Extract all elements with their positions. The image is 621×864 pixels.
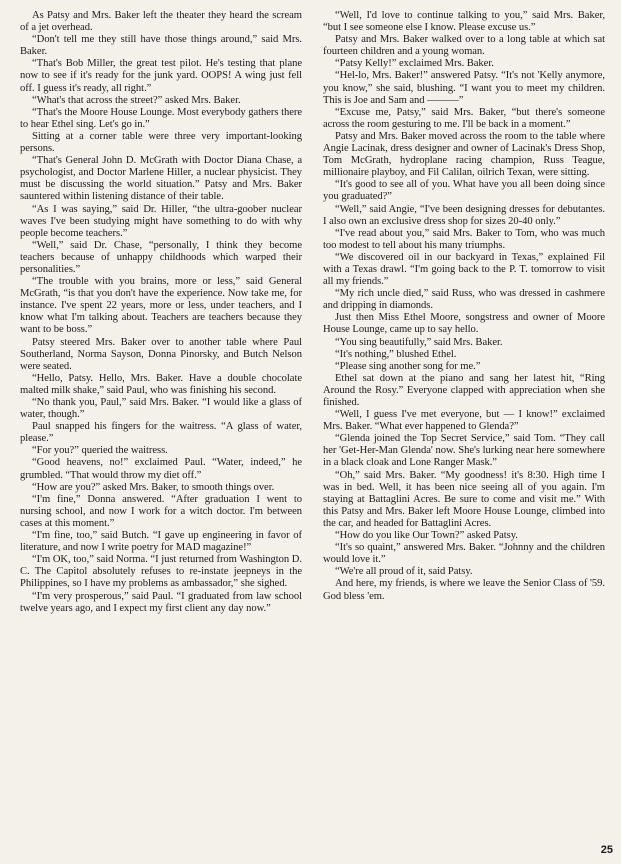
paragraph: Patsy and Mrs. Baker moved across the room to the table where Angie Lacinak, dress designer and owner of Lacinak's Dress Shop, Tom McGrath, hydroplane racing champion, Russ Teague, millionaire playboy, and Fil Calilan, oilrich Texan, were sitting. bbox=[323, 130, 605, 179]
paragraph: “Hel-lo, Mrs. Baker!” answered Patsy. “It's not 'Kelly anymore, you know,” she said, blushing. “I want you to meet my children. This is Joe and Sam and ———” bbox=[323, 70, 605, 106]
paragraph: Paul snapped his fingers for the waitress. “A glass of water, please.” bbox=[20, 421, 302, 445]
paragraph: Ethel sat down at the piano and sang her latest hit, “Ring Around the Rosy.” Everyone clapped with appreciation when she finished. bbox=[323, 372, 605, 408]
paragraph: “Please sing another song for me.” bbox=[335, 360, 481, 372]
paragraph: “That's the Moore House Lounge. Most everybody gathers there to hear Ethel sing. Let's go in.” bbox=[20, 106, 302, 130]
paragraph: “It's good to see all of you. What have you all been doing since you graduated?” bbox=[323, 179, 605, 203]
paragraph: Patsy and Mrs. Baker walked over to a long table at which sat fourteen children and a young woman. bbox=[323, 34, 605, 58]
paragraph: “No thank you, Paul,” said Mrs. Baker. “I would like a glass of water, though.” bbox=[20, 397, 302, 421]
paragraph: “I'm OK, too,” said Norma. “I just returned from Washington D. C. The Capitol absolutely refuses to re-instate jeepneys in the Philippines, so I have my problems as ambassador,” she sighed. bbox=[20, 554, 302, 590]
paragraph: “Well, I'd love to continue talking to you,” said Mrs. Baker, “but I see someone else I know. Please excuse us.” bbox=[323, 10, 605, 34]
paragraph: Patsy steered Mrs. Baker over to another table where Paul Southerland, Norma Sayson, Donna Pinorsky, and Butch Nelson were seated. bbox=[20, 336, 302, 372]
paragraph: “The trouble with you brains, more or less,” said General McGrath, “is that you don't have the experience. Now take me, for instance. I've spent 22 years, more or less, under teachers, and I know what I'm talking about. Teachers are teachers because they want to be boss.” bbox=[20, 276, 302, 336]
paragraph: “How are you?” asked Mrs. Baker, to smooth things over. bbox=[32, 481, 275, 493]
paragraph: “I'm very prosperous,” said Paul. “I graduated from law school twelve years ago, and I expect my first client any day now.” bbox=[20, 590, 302, 614]
paragraph: “That's General John D. McGrath with Doctor Diana Chase, a psychologist, and Doctor Marlene Hiller, a nuclear physicist. They must be discussing the world situation.” Patsy and Mrs. Baker sauntered within listening distance of their table. bbox=[20, 155, 302, 203]
paragraph: “I've read about you,” said Mrs. Baker to Tom, who was much too modest to tell about his many triumphs. bbox=[323, 227, 605, 251]
paragraph: And here, my friends, is where we leave the Senior Class of '59. God bless 'em. bbox=[323, 578, 605, 602]
paragraph: “We're all proud of it, said Patsy. bbox=[335, 566, 473, 578]
paragraph: As Patsy and Mrs. Baker left the theater they heard the scream of a jet overhead. bbox=[20, 10, 302, 34]
page-number: 25 bbox=[600, 844, 613, 856]
paragraph: “Hello, Patsy. Hello, Mrs. Baker. Have a double chocolate malted milk shake,” said Paul, who was finishing his second. bbox=[20, 372, 302, 396]
paragraph: “I'm fine, too,” said Butch. “I gave up engineering in favor of literature, and now I write poetry for MAD magazine!” bbox=[20, 530, 302, 554]
paragraph: “Glenda joined the Top Secret Service,” said Tom. “They call her 'Get-Her-Man Glenda' now. She's lurking near here somewhere in a black cloak and Lone Ranger Mask.” bbox=[323, 433, 605, 469]
paragraph: “Oh,” said Mrs. Baker. “My goodness! it's 8:30. High time I was in bed. Well, it has been nice seeing all of you again. I'm staying at Battaglini Acres. Be sure to come and visit me.” With this Patsy and Mrs. Baker left Moore House Lounge, climbed into the car, and headed for Battaglini Acres. bbox=[323, 469, 605, 529]
paragraph: “That's Bob Miller, the great test pilot. He's testing that plane now to see if it's ready for the junk yard. OOPS! A wing just fell off. I guess it's ready, all right.” bbox=[20, 58, 302, 94]
article-body bbox=[20, 10, 605, 846]
paragraph: “Well, I guess I've met everyone, but — I know!” exclaimed Mrs. Baker. “What ever happened to Glenda?” bbox=[323, 409, 605, 433]
paragraph: “It's so quaint,” answered Mrs. Baker. “Johnny and the children would love it.” bbox=[323, 542, 605, 566]
paragraph: Sitting at a corner table were three very important-looking persons. bbox=[20, 130, 302, 155]
paragraph: “You sing beautifully,” said Mrs. Baker. bbox=[335, 336, 503, 348]
paragraph: “Don't tell me they still have those things around,” said Mrs. Baker. bbox=[20, 34, 302, 58]
paragraph: “I'm fine,” Donna answered. “After graduation I went to nursing school, and now I work for a witch doctor. I'm between cases at this moment.” bbox=[20, 493, 302, 529]
paragraph: Just then Miss Ethel Moore, songstress and owner of Moore House Lounge, came up to say hello. bbox=[323, 312, 605, 336]
paragraph: “As I was saying,” said Dr. Hiller, “the ultra-goober nuclear waves I've been studying might have something to do with why people become teachers.” bbox=[20, 203, 302, 239]
paragraph: “What's that across the street?” asked Mrs. Baker. bbox=[32, 94, 241, 106]
paragraph: “Well,” said Angie, “I've been designing dresses for debutantes. I also own an exclusive dress shop for sizes 20-40 only.” bbox=[323, 203, 605, 227]
left-column bbox=[20, 10, 302, 846]
paragraph: “We discovered oil in our backyard in Texas,” explained Fil with a Texas drawl. “I'm going back to the P. T. tomorrow to visit all my friends.” bbox=[323, 251, 605, 288]
paragraph: “My rich uncle died,” said Russ, who was dressed in cashmere and dripping in diamonds. bbox=[323, 288, 605, 312]
paragraph: “Well,” said Dr. Chase, “personally, I think they become teachers because of unhappy childhoods which warped their personalities.” bbox=[20, 239, 302, 275]
right-column bbox=[323, 10, 605, 846]
paragraph: “Good heavens, no!” exclaimed Paul. “Water, indeed,” he grumbled. “That would throw my diet off.” bbox=[20, 457, 302, 481]
paragraph: “Excuse me, Patsy,” said Mrs. Baker, “but there's someone across the room gesturing to me. I'll be back in a moment.” bbox=[323, 106, 605, 130]
paragraph: “For you?” queried the waitress. bbox=[32, 445, 168, 457]
paragraph: “How do you like Our Town?” asked Patsy. bbox=[335, 530, 518, 542]
paragraph: “Patsy Kelly!” exclaimed Mrs. Baker. bbox=[335, 58, 494, 70]
paragraph: “It's nothing,” blushed Ethel. bbox=[335, 348, 457, 360]
